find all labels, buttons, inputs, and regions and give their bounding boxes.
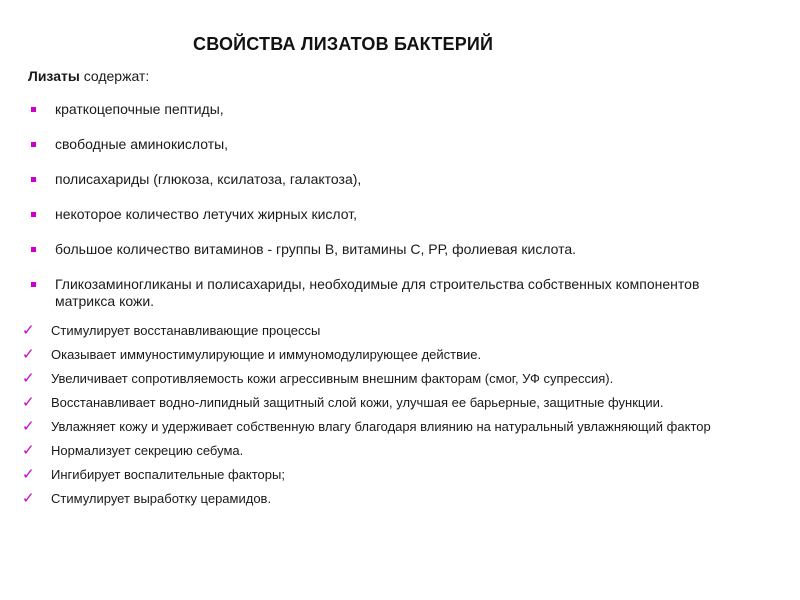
check-item-text: Оказывает иммуностимулирующие и иммуномодулирующее действие.	[51, 347, 482, 362]
list-item	[28, 101, 748, 118]
checkmark-icon: ✓	[22, 465, 35, 483]
list-item	[28, 241, 748, 258]
checkmark-icon: ✓	[22, 489, 35, 507]
checkmark-icon: ✓	[22, 441, 35, 459]
check-item-text: Восстанавливает водно-липидный защитный слой кожи, улучшая ее барьерные, защитные функции.	[51, 395, 664, 410]
page-title: СВОЙСТВА ЛИЗАТОВ БАКТЕРИЙ	[193, 34, 494, 54]
check-item	[22, 491, 762, 507]
list-item-text: краткоцепочные пептиды,	[55, 101, 224, 117]
check-item	[22, 395, 762, 411]
checkmark-icon: ✓	[22, 345, 35, 363]
checkmark-icon: ✓	[22, 393, 35, 411]
list-item	[28, 206, 748, 223]
square-bullet-icon	[31, 107, 36, 112]
square-bullet-icon	[31, 177, 36, 182]
list-item-text: Гликозаминогликаны и полисахариды, необходимые для строительства собственных компонентов матрикса кожи.	[55, 276, 700, 309]
list-item	[28, 171, 748, 188]
intro-line	[28, 68, 149, 84]
check-item	[22, 347, 762, 363]
check-item	[22, 467, 762, 483]
check-item	[22, 419, 762, 435]
square-bullet-icon	[31, 212, 36, 217]
check-item-text: Увлажняет кожу и удерживает собственную влагу благодаря влиянию на натуральный увлажняющий фактор	[51, 419, 711, 434]
check-item-text: Увеличивает сопротивляемость кожи агрессивным внешним факторам (смог, УФ супрессия).	[51, 371, 614, 386]
square-bullet-icon	[31, 247, 36, 252]
checkmark-icon: ✓	[22, 417, 35, 435]
effects-list	[22, 323, 762, 515]
intro-rest: содержат:	[79, 68, 150, 84]
check-item-text: Ингибирует воспалительные факторы;	[51, 467, 285, 482]
check-item	[22, 323, 762, 339]
list-item-text: некоторое количество летучих жирных кислот,	[55, 206, 357, 222]
list-item	[28, 136, 748, 153]
list-item	[28, 276, 748, 310]
square-bullet-icon	[31, 142, 36, 147]
intro-strong: Лизаты	[28, 68, 80, 84]
list-item-text: большое количество витаминов - группы В, витамины С, РР, фолиевая кислота.	[55, 241, 577, 257]
list-item-text: полисахариды (глюкоза, ксилатоза, галактоза),	[55, 171, 362, 187]
square-bullet-icon	[31, 282, 36, 287]
check-item-text: Стимулирует восстанавливающие процессы	[51, 323, 321, 338]
checkmark-icon: ✓	[22, 369, 35, 387]
check-item-text: Стимулирует выработку церамидов.	[51, 491, 272, 506]
check-item-text: Нормализует секрецию себума.	[51, 443, 244, 458]
composition-list	[28, 101, 748, 328]
check-item	[22, 443, 762, 459]
checkmark-icon: ✓	[22, 321, 35, 339]
list-item-text: свободные аминокислоты,	[55, 136, 229, 152]
check-item	[22, 371, 762, 387]
